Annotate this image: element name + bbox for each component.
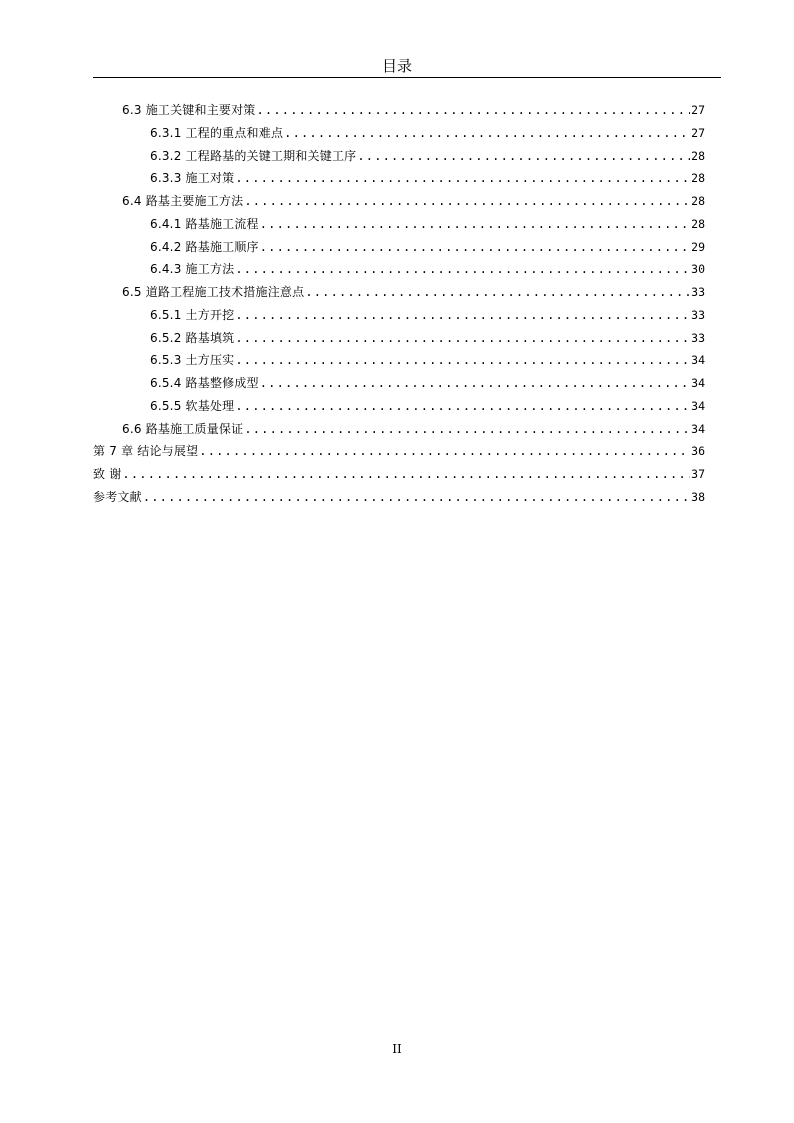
toc-entry-title: 6.5.5 软基处理	[150, 398, 235, 413]
toc-entry[interactable]	[93, 99, 705, 122]
toc-dot-leader	[235, 167, 690, 190]
toc-entry-title: 6.4.1 路基施工流程	[150, 216, 259, 231]
toc-entry-title: 致 谢	[93, 467, 122, 481]
toc-dot-leader	[357, 145, 690, 168]
toc-entry[interactable]	[93, 372, 705, 395]
toc-entry-page: 30	[691, 262, 705, 277]
toc-entry-title: 6.3.3 施工对策	[150, 171, 235, 186]
toc-entry-title: 6.5.2 路基填筑	[150, 330, 235, 345]
toc-dot-leader	[235, 395, 690, 418]
toc-entry-title: 6.5.1 土方开挖	[150, 307, 235, 322]
toc-entry[interactable]	[93, 190, 705, 213]
toc-dot-leader	[235, 304, 690, 327]
toc-dot-leader	[235, 258, 690, 281]
toc-entry-title: 参考文献	[93, 489, 142, 504]
toc-entry-page: 28	[691, 171, 705, 186]
toc-entry-page: 36	[691, 444, 705, 459]
toc-dot-leader	[143, 486, 690, 509]
toc-entry[interactable]	[93, 213, 705, 236]
toc-entry-title: 6.5.3 土方压实	[150, 353, 235, 368]
toc-entry[interactable]	[93, 122, 705, 145]
toc-entry[interactable]	[93, 258, 705, 281]
toc-entry-title: 6.4 路基主要施工方法	[122, 194, 244, 208]
toc-entry-page: 38	[691, 489, 705, 504]
header-rule	[93, 77, 721, 78]
toc-entry-page: 27	[691, 103, 705, 117]
toc-entry[interactable]	[93, 327, 705, 350]
toc-entry-page: 33	[691, 330, 705, 345]
table-of-contents	[93, 99, 705, 509]
toc-entry[interactable]	[93, 281, 705, 304]
toc-entry-page: 28	[691, 194, 705, 208]
toc-entry-page: 33	[691, 285, 705, 299]
toc-entry-page: 37	[691, 467, 705, 481]
toc-entry-title: 6.3 施工关键和主要对策	[122, 103, 256, 117]
toc-entry[interactable]	[93, 167, 705, 190]
toc-entry-title: 6.4.2 路基施工顺序	[150, 239, 259, 254]
toc-entry-page: 29	[691, 239, 705, 254]
toc-dot-leader	[305, 281, 690, 304]
toc-entry-page: 33	[691, 307, 705, 322]
toc-entry-title: 6.3.1 工程的重点和难点	[150, 125, 284, 140]
toc-entry-page: 28	[691, 216, 705, 231]
toc-dot-leader	[257, 99, 691, 122]
toc-entry[interactable]	[93, 418, 705, 441]
toc-dot-leader	[284, 122, 690, 145]
toc-entry[interactable]	[93, 236, 705, 259]
toc-entry[interactable]	[93, 349, 705, 372]
toc-entry-title: 6.6 路基施工质量保证	[122, 421, 244, 436]
toc-entry-title: 第 7 章 结论与展望	[93, 444, 199, 459]
page-header-title: 目录	[381, 57, 412, 75]
toc-dot-leader	[260, 236, 690, 259]
page-number: II	[392, 1042, 402, 1056]
toc-dot-leader	[260, 372, 690, 395]
toc-dot-leader	[244, 418, 690, 441]
toc-dot-leader	[244, 190, 690, 213]
toc-entry-title: 6.5.4 路基整修成型	[150, 376, 259, 390]
toc-entry-page: 28	[691, 148, 705, 163]
toc-entry-title: 6.5 道路工程施工技术措施注意点	[122, 285, 305, 299]
toc-entry[interactable]	[93, 463, 705, 486]
toc-entry-page: 34	[691, 376, 705, 390]
toc-entry[interactable]	[93, 145, 705, 168]
toc-entry[interactable]	[93, 486, 705, 509]
toc-entry[interactable]	[93, 395, 705, 418]
toc-entry-page: 34	[691, 398, 705, 413]
toc-dot-leader	[122, 463, 690, 486]
toc-entry[interactable]	[93, 440, 705, 463]
toc-dot-leader	[260, 213, 690, 236]
toc-entry-page: 34	[691, 353, 705, 368]
toc-entry-title: 6.4.3 施工方法	[150, 262, 235, 277]
toc-entry-page: 27	[691, 125, 705, 140]
toc-entry[interactable]	[93, 304, 705, 327]
toc-entry-page: 34	[691, 421, 705, 436]
toc-entry-title: 6.3.2 工程路基的关键工期和关键工序	[150, 148, 357, 163]
toc-dot-leader	[235, 349, 690, 372]
toc-dot-leader	[235, 327, 690, 350]
toc-dot-leader	[199, 440, 690, 463]
